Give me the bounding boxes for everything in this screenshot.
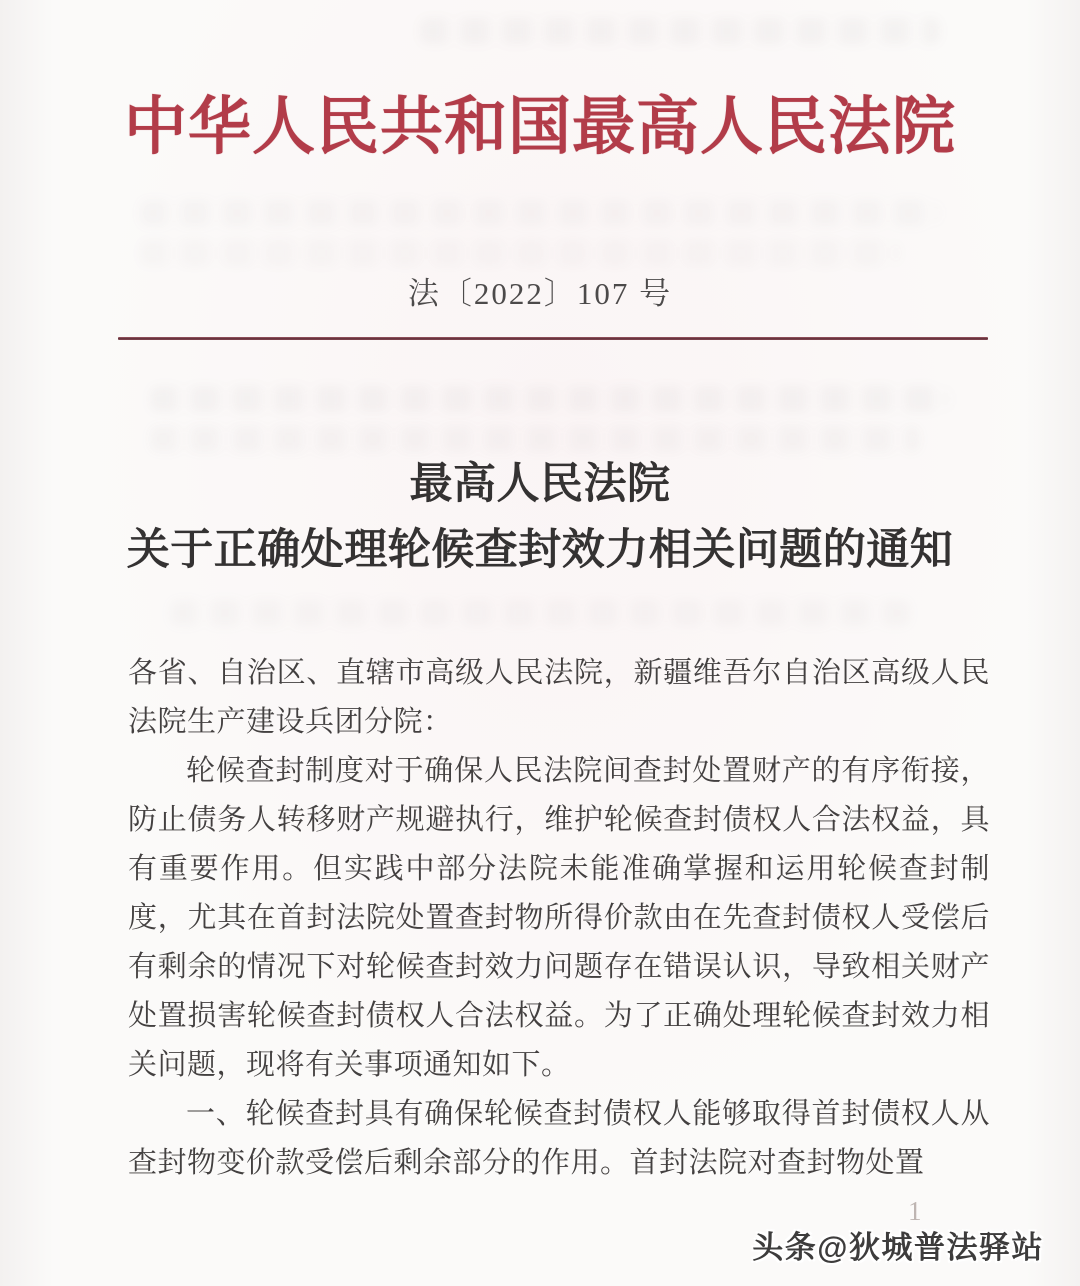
page-number: 1 xyxy=(908,1196,922,1226)
scan-bleedthrough-smudge xyxy=(140,200,940,226)
notice-title-line1: 最高人民法院 xyxy=(409,461,671,508)
scan-bleedthrough-smudge xyxy=(140,240,900,266)
notice-title-line2: 关于正确处理轮候查封效力相关问题的通知 xyxy=(126,527,954,574)
salutation-line: 各省、自治区、直辖市高级人民法院，新疆维吾尔自治区高级人民法院生产建设兵团分院： xyxy=(128,657,990,738)
scan-bleedthrough-smudge xyxy=(420,18,940,44)
body-paragraph-1: 轮候查封制度对于确保人民法院间查封处置财产的有序衔接，防止债务人转移财产规避执行，维护轮候查封债权人合法权益，具有重要作用。但实践中部分法院未能准确掌握和运用轮候查封制度，尤其在首封法院处置查封物所得价款由在先查封债权人受偿后有剩余的情况下对轮候查封效力问题存在错误认识，导致相关财产处置损害轮候查封债权人合法权益。为了正确处理轮候查封效力相关问题，现将有关事项通知如下。 xyxy=(128,755,990,1081)
scan-bleedthrough-smudge xyxy=(150,426,920,452)
body-paragraph-2: 一、轮候查封具有确保轮候查封债权人能够取得首封债权人从查封物变价款受偿后剩余部分的作用。首封法院对查封物处置 xyxy=(128,1098,990,1179)
letterhead-title: 中华人民共和国最高人民法院 xyxy=(124,92,956,162)
red-divider-line xyxy=(118,337,988,340)
scan-bleedthrough-smudge xyxy=(170,600,910,626)
document-number: 法〔2022〕107 号 xyxy=(407,276,673,311)
watermark-label: 头条@狄城普法驿站 xyxy=(752,1230,1044,1265)
scan-bleedthrough-smudge xyxy=(150,386,950,412)
notice-title xyxy=(0,452,1080,584)
notice-body xyxy=(128,649,990,1188)
